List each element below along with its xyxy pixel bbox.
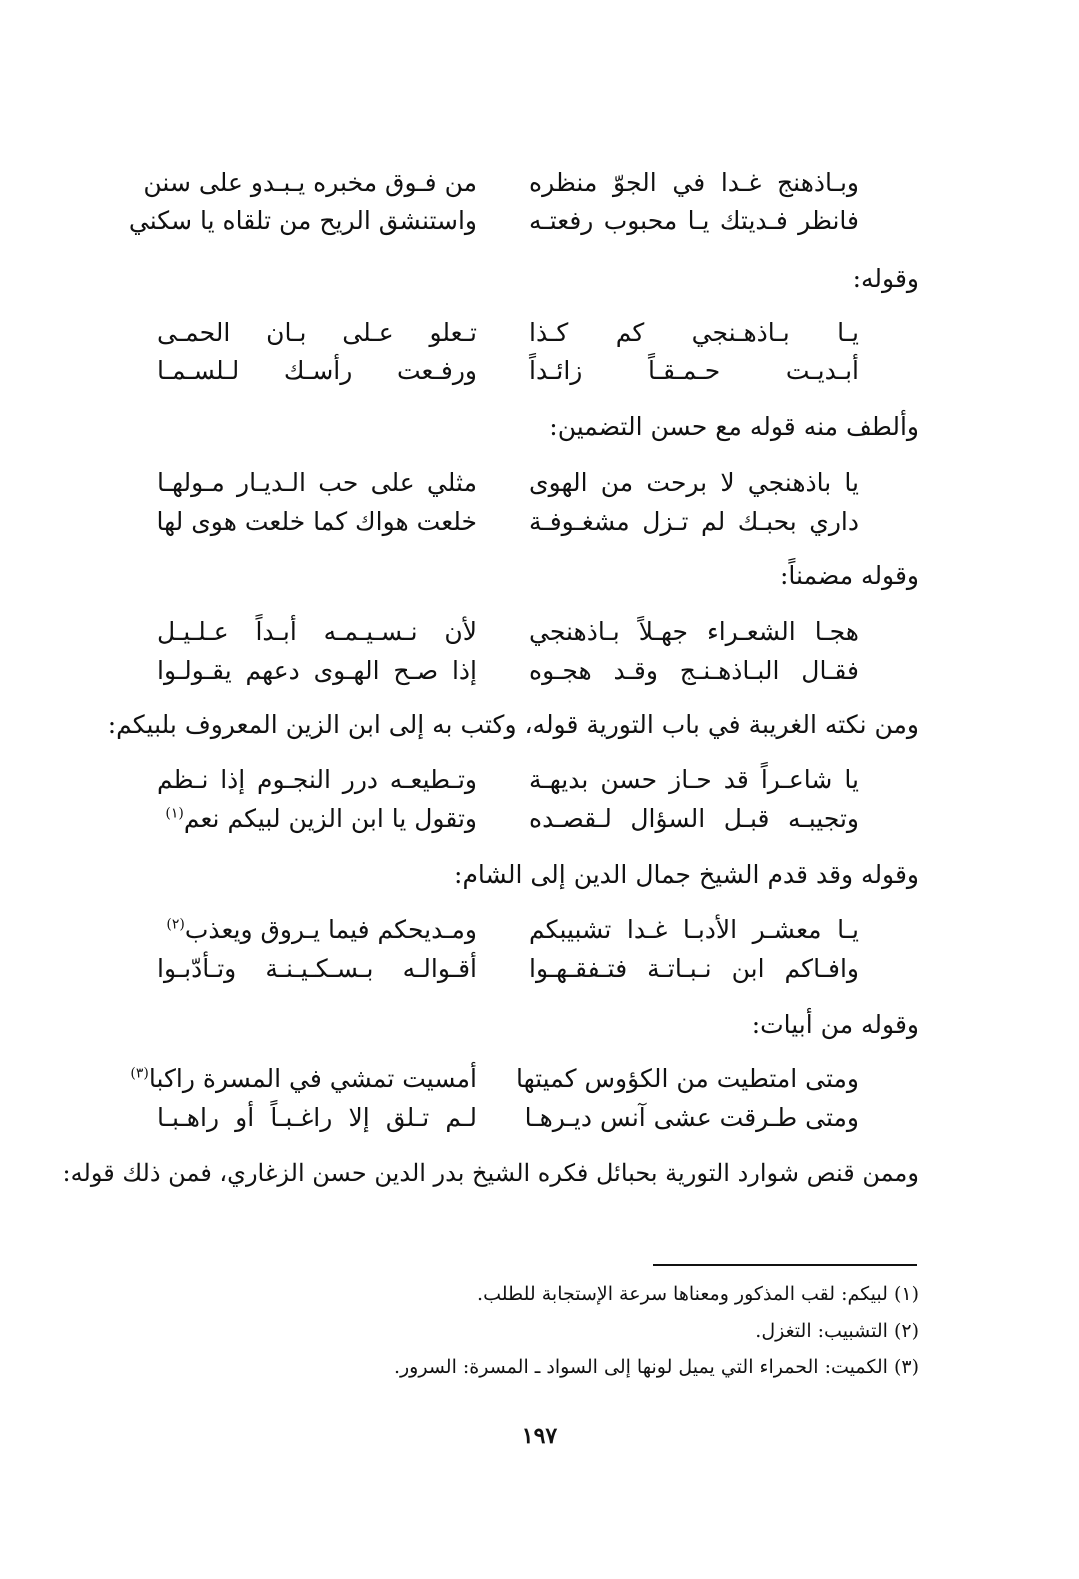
prose-line: وقوله: bbox=[852, 264, 919, 293]
verse-9-first-hemistich: يا شاعـراً قد حـاز حسن بديهـة bbox=[529, 765, 859, 794]
hemistich-text: ومـديحكم فيما يـروق ويعذب bbox=[184, 915, 477, 944]
verse-2-first-hemistich: فانظر فـديتك يـا محبوب رفعتـه bbox=[529, 206, 859, 235]
page-number: ١٩٧ bbox=[521, 1423, 558, 1449]
footnote-3: (٣) الكميت: الحمراء التي يميل لونها إلى السواد ـ المسرة: السرور. bbox=[393, 1356, 919, 1378]
verse-10-first-hemistich: وتجيبـه قبـل السؤال لـقصـده bbox=[529, 804, 859, 833]
verse-1-first-hemistich: وبـاذهنج غـدا في الجوّ منظره bbox=[529, 168, 859, 197]
footnote-2: (٢) التشبيب: التغزل. bbox=[755, 1320, 919, 1342]
verse-5-second-hemistich: مثلي على حب الـديـار مـولهـا bbox=[157, 468, 477, 497]
verse-1-second-hemistich: من فـوق مخبره يـبـدو على سنن bbox=[143, 168, 477, 197]
hemistich-text: أمسيت تمشي في المسرة راكبا bbox=[148, 1064, 477, 1093]
footnote-marker: (٣) bbox=[130, 1065, 149, 1082]
verse-4-second-hemistich: ورفـعت رأسـك لـلسـمـا bbox=[157, 356, 477, 385]
prose-line: وقوله مضمناً: bbox=[779, 561, 919, 590]
verse-14-second-hemistich: لـم تـلق إلا راغـبـاً أو راهـبـا bbox=[157, 1103, 477, 1132]
verse-4-first-hemistich: أبـديـت حـمـقـاً زائـداً bbox=[529, 356, 859, 385]
footnote-marker: (١) bbox=[165, 805, 184, 822]
verse-13-first-hemistich: ومتى امتطيت من الكؤوس كميتها bbox=[516, 1064, 859, 1093]
verse-10-second-hemistich bbox=[157, 806, 477, 831]
verse-2-second-hemistich: واستنشق الريح من تلقاه يا سكني bbox=[128, 206, 477, 235]
verse-12-second-hemistich: أقـوالـه بـسـكـيـنـة وتـأدّبـوا bbox=[157, 954, 477, 983]
verse-13-second-hemistich bbox=[130, 1064, 477, 1093]
verse-5-first-hemistich: يا باذهنجي لا برحت من الهوى bbox=[529, 468, 859, 497]
verse-8-second-hemistich: إذا صـح الهـوى دعهم يقـولـوا bbox=[157, 656, 477, 685]
verse-9-second-hemistich: وتـطيعـه درر النجـوم إذا نـظم bbox=[157, 765, 477, 794]
verse-11-second-hemistich bbox=[157, 917, 477, 942]
prose-line: وممن قنص شوارد التورية بحبائل فكره الشيخ بدر الدين حسن الزغاري، فمن ذلك قوله: bbox=[62, 1159, 919, 1187]
verse-6-second-hemistich: خلعت هواك كما خلعت هوى لها bbox=[156, 507, 477, 536]
prose-line: وألطف منه قوله مع حسن التضمين: bbox=[549, 412, 919, 441]
verse-6-first-hemistich: داري بحبـك لم تـزل مشغـوفـة bbox=[529, 507, 859, 536]
verse-12-first-hemistich: وافـاكم ابن نـبـاتـة فتـفقـهـوا bbox=[529, 954, 859, 983]
footnote-divider bbox=[653, 1264, 917, 1266]
verse-7-second-hemistich: لأن نـسـيـمـه أبـداً عـلـيـل bbox=[157, 617, 477, 646]
prose-line: وقوله من أبيات: bbox=[751, 1010, 919, 1039]
verse-7-first-hemistich: هجـا الشعـراء جهـلاً بـاذهنجي bbox=[529, 617, 859, 646]
verse-8-first-hemistich: فقـال البـاذهـنـج وقـد هجـوه bbox=[529, 656, 859, 685]
footnote-marker: (٢) bbox=[166, 916, 185, 933]
prose-line: ومن نكته الغريبة في باب التورية قوله، وكتب به إلى ابن الزين المعروف بلبيكم: bbox=[107, 710, 919, 739]
prose-line: وقوله وقد قدم الشيخ جمال الدين إلى الشام: bbox=[454, 860, 919, 889]
hemistich-text: وتقول يا ابن الزين لبيكم نعم bbox=[183, 804, 477, 833]
verse-3-first-hemistich: يـا بـاذهـنجي كم كـذا bbox=[529, 318, 859, 347]
footnote-1: (١) لبيكم: لقب المذكور ومعناها سرعة الإستجابة للطلب. bbox=[477, 1283, 919, 1305]
verse-3-second-hemistich: تـعلو عـلى بـان الحمـى bbox=[157, 318, 477, 347]
verse-14-first-hemistich: ومتى طـرقت عشى آنس ديـرهـا bbox=[524, 1103, 859, 1132]
verse-11-first-hemistich: يـا معشـر الأدبـا غـدا تشبيبكم bbox=[529, 915, 859, 944]
